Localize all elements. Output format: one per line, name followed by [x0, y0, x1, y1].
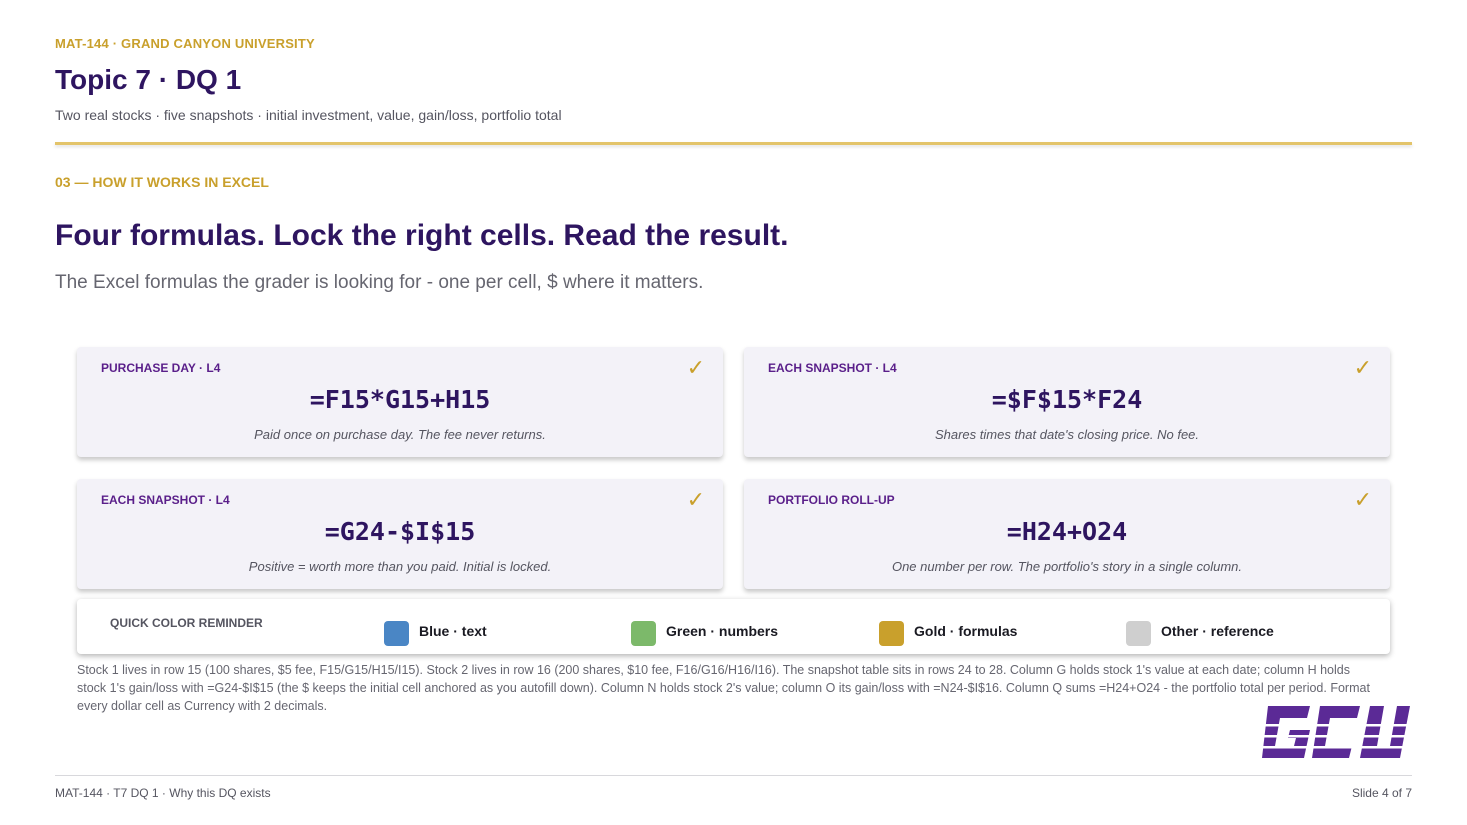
legend-label: Gold · formulas	[914, 622, 1018, 639]
checkmark-icon: ✓	[1353, 355, 1372, 380]
course-eyebrow: MAT-144 · GRAND CANYON UNIVERSITY	[55, 36, 315, 51]
formula-card-purchase-day	[77, 347, 723, 457]
checkmark-icon: ✓	[686, 487, 705, 512]
footer-divider	[55, 775, 1412, 776]
gcu-logo	[1258, 704, 1410, 760]
legend-item-green	[631, 615, 778, 646]
card-note: Paid once on purchase day. The fee never returns.	[254, 427, 546, 442]
card-label: EACH SNAPSHOT · L4	[101, 493, 230, 507]
color-swatch	[631, 621, 656, 646]
card-label: EACH SNAPSHOT · L4	[768, 361, 897, 375]
legend-label: Other · reference	[1161, 622, 1274, 639]
color-swatch	[1126, 621, 1151, 646]
color-legend	[77, 599, 1390, 654]
header-divider	[55, 142, 1412, 145]
card-formula: =F15*G15+H15	[309, 385, 491, 414]
color-swatch	[384, 621, 409, 646]
legend-label: Green · numbers	[666, 622, 779, 639]
explanation-text: Stock 1 lives in row 15 (100 shares, $5 fee, F15/G15/H15/I15). Stock 2 lives in row 16 (200 shares, $10 fee, F16/G16/H16/I16). The snapshot table sits in rows 24 to 28. Column G holds stock 1's value at each date; column H holds stock 1's gain/loss with =G24-$I$15 (the $ keeps the initial cell anchored as you autofill down). Column N holds stock 2's value; column O its gain/loss with =N24-$I$16. Column Q sums =H24+O24 - the portfolio total per period. Format every dollar cell as Currency with 2 decimals.	[77, 663, 1370, 713]
footer-course-info: MAT-144 · T7 DQ 1 · Why this DQ exists	[55, 786, 271, 800]
formula-card-snapshot-gain	[77, 479, 723, 589]
section-lede: The Excel formulas the grader is looking for - one per cell, $ where it matters.	[55, 272, 704, 293]
card-formula: =H24+O24	[1006, 517, 1128, 546]
card-formula: =G24-$I$15	[324, 517, 476, 546]
card-note: Positive = worth more than you paid. Initial is locked.	[248, 559, 552, 574]
legend-title: QUICK COLOR REMINDER	[110, 616, 263, 630]
section-headline: Four formulas. Lock the right cells. Read the result.	[55, 219, 789, 252]
checkmark-icon: ✓	[686, 355, 705, 380]
card-label: PORTFOLIO ROLL-UP	[768, 493, 895, 507]
card-formula: =$F$15*F24	[991, 385, 1143, 414]
color-swatch	[879, 621, 904, 646]
formula-card-snapshot-value	[744, 347, 1390, 457]
legend-item-blue	[384, 615, 487, 646]
checkmark-icon: ✓	[1353, 487, 1372, 512]
slide-subtitle: Two real stocks · five snapshots · initial investment, value, gain/loss, portfolio total	[55, 107, 562, 123]
card-note: One number per row. The portfolio's story in a single column.	[891, 559, 1243, 574]
slide-number: Slide 4 of 7	[1351, 786, 1412, 800]
legend-item-gold	[879, 615, 1017, 646]
legend-label: Blue · text	[419, 622, 487, 639]
slide-title: Topic 7 · DQ 1	[55, 64, 242, 95]
section-label: 03 — HOW IT WORKS IN EXCEL	[55, 174, 269, 190]
card-label: PURCHASE DAY · L4	[101, 361, 221, 375]
formula-card-portfolio-rollup	[744, 479, 1390, 589]
legend-item-other	[1126, 615, 1274, 646]
card-note: Shares times that date's closing price. No fee.	[934, 427, 1200, 442]
